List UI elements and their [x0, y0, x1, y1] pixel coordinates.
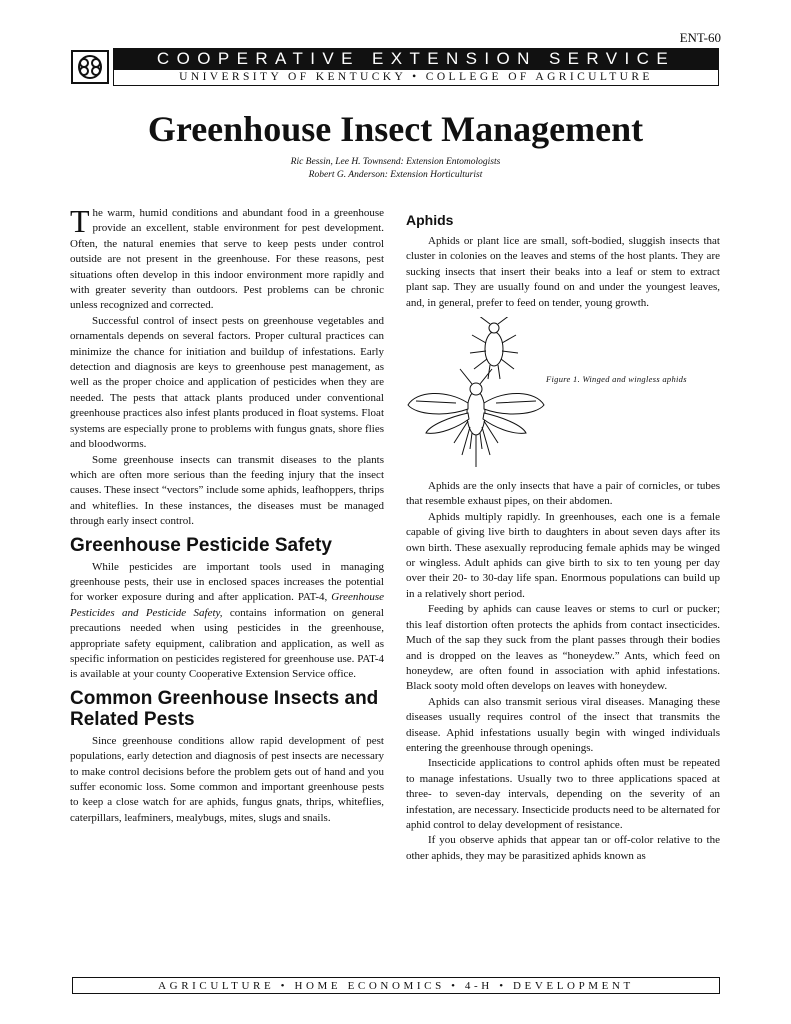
university-subbanner: UNIVERSITY OF KENTUCKY • COLLEGE OF AGRICULTURE	[113, 70, 719, 86]
paragraph-parasitized: If you observe aphids that appear tan or off-color relative to the other aphids, they may be parasitized aphids known as	[406, 834, 720, 862]
footer-banner: AGRICULTURE • HOME ECONOMICS • 4-H • DEVELOPMENT	[72, 977, 720, 994]
logo-mark-icon	[73, 52, 107, 82]
paragraph-viral: Aphids can also transmit serious viral diseases. Managing these diseases usually requires control of the insect that transmits the disease. Aphid infestations usually begin with winged individuals entering the greenhouse through openings.	[406, 695, 720, 754]
authors-line-1: Ric Bessin, Lee H. Townsend: Extension Entomologists	[290, 157, 501, 167]
paragraph-vectors: Some greenhouse insects can transmit diseases to the plants which are often more serious than the feeding injury that the insect causes. These insect “vectors” include some aphids, leafhoppers, thrips and whiteflies. In these instances, the diseases must be managed through early insect control.	[70, 453, 384, 528]
heading-common-pests: Common Greenhouse Insects and Related Pests	[70, 687, 379, 730]
safety-text-b: contains information on general precautions needed when using pesticides in the greenhouse, appropriate safety equipment, calibration and application, as well as specific information on pesticides registered for greenhouse use. PAT-4 is available at your county Cooperative Extension Service office.	[70, 606, 384, 681]
drop-cap: T	[70, 203, 90, 239]
safety-text-a: While pesticides are important tools used in managing greenhouse pests, their use in enclosed spaces increases the potential for worker exposure during and after application. PAT-4,	[70, 560, 384, 604]
authors	[0, 156, 791, 182]
publication-title: Greenhouse Pesticides and Pesticide Safety,	[70, 591, 384, 619]
intro-text: he warm, humid conditions and abundant food in a greenhouse provide an excellent, stable environment for pest development. Often, the natural enemies that serve to keep pests under control outside are not present in the greenhouse. For these reasons, pest situations often develop in this indoor environment more rapidly and with greater severity than outdoors. Pest problems can be chronic unless recognized and corrected.	[70, 207, 384, 312]
paragraph-aphids-intro: Aphids or plant lice are small, soft-bodied, sluggish insects that cluster in colonies on the leaves and stems of the host plants. They are sucking insects that insert their beaks into a leaf or stem to extract plant sap. They are usually found on and under the youngest leaves, and, in general, prefer to feed on tender, young growth.	[406, 235, 720, 309]
figure-caption: Figure 1. Winged and wingless aphids	[546, 374, 687, 385]
left-column	[70, 203, 384, 826]
paragraph-reproduction: Aphids multiply rapidly. In greenhouses, each one is a female capable of giving live birth to daughters in about seven days after its own birth. These asexually reproducing female aphids may be winged or wingless. Adult aphids can give birth to six to ten young per day over their 20- to 30-day life span. Enormous populations can build up in a relatively short period.	[406, 510, 720, 600]
paragraph-cornicles: Aphids are the only insects that have a pair of cornicles, or tubes that resemble exhaust pipes, on their abdomen.	[406, 480, 720, 508]
figure-aphids	[406, 317, 720, 477]
right-column	[406, 206, 720, 864]
paragraph-pesticide-safety	[70, 560, 384, 683]
heading-pesticide-safety: Greenhouse Pesticide Safety	[70, 534, 332, 556]
extension-service-banner: COOPERATIVE EXTENSION SERVICE	[113, 48, 719, 70]
document-id: ENT-60	[679, 30, 721, 45]
page-title: Greenhouse Insect Management	[147, 109, 644, 149]
paragraph-feeding: Feeding by aphids can cause leaves or stems to curl or pucker; this leaf distortion often protects the aphids from contact insecticides. Much of the sap they suck from the plant passes through their bodies and is dropped on the leaves as “honeydew.” Ants, which feed on honeydew, are often found in association with aphid infestations. Black sooty mold often develops on leaves with honeydew.	[406, 603, 720, 693]
cooperative-extension-logo-icon	[71, 50, 109, 84]
heading-aphids: Aphids	[406, 212, 454, 228]
intro-paragraph	[70, 203, 384, 314]
aphid-illustration-icon	[406, 317, 546, 477]
authors-line-2: Robert G. Anderson: Extension Horticulturist	[308, 170, 483, 180]
paragraph-common-pests: Since greenhouse conditions allow rapid development of pest populations, early detection and diagnosis of pest insects are necessary to make control decisions before the problem gets out of hand and you suffer economic loss. Some common and important greenhouse pests to keep a close watch for are aphids, fungus gnats, thrips, whiteflies, caterpillars, leafminers, mealybugs, mites, slugs and snails.	[70, 734, 384, 824]
paragraph-control-factors: Successful control of insect pests on greenhouse vegetables and ornamentals depends on several factors. Proper cultural practices can minimize the chance for initiation and buildup of infestations. Early detection and diagnosis are keys to greenhouse pest management, as well as the proper choice and application of pesticides when they are needed. The pests that attack plants produced under conventional greenhouse practices also infest plants produced in float systems. Float systems are especially prone to problems with fungus gnats, shore flies and bloodworms.	[70, 314, 384, 451]
paragraph-insecticide: Insecticide applications to control aphids often must be repeated to manage infestations. Usually two to three applications spaced at three- to seven-day intervals, depending on the severity of an infestation, are necessary. Insecticide products need to be alternated for aphid control to delay development of resistance.	[406, 757, 720, 831]
